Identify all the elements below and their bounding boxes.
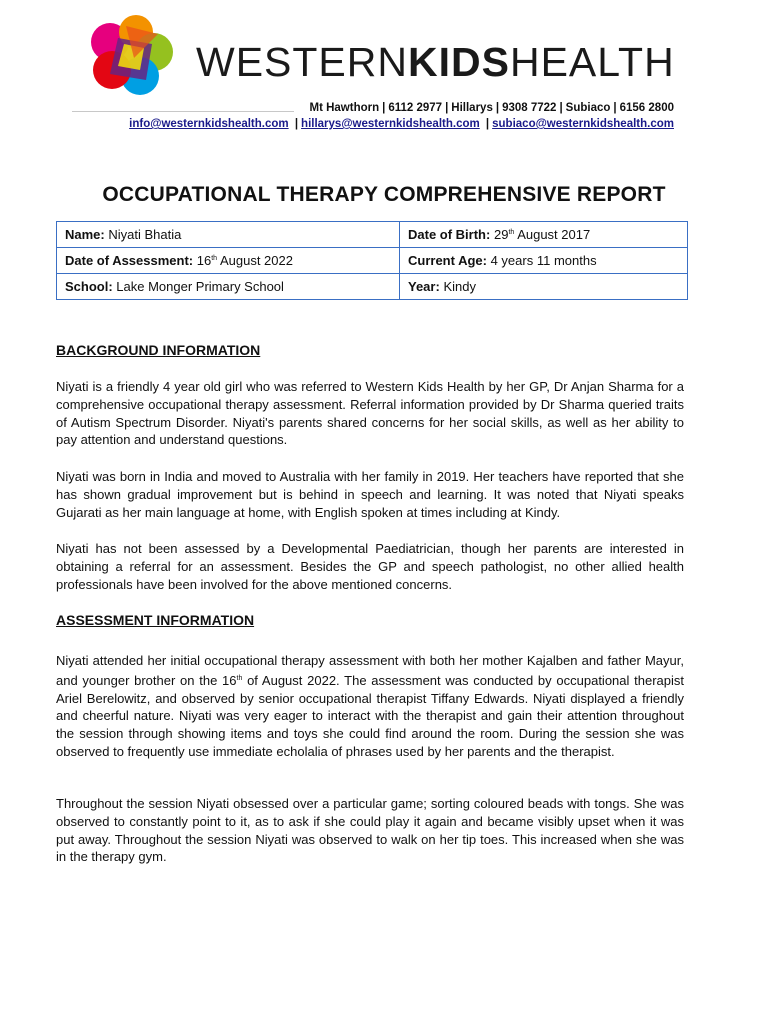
background-paragraph-2 [56,468,684,521]
brand-name: WESTERNKIDSHEALTH [196,39,675,85]
name-cell: Name: Niyati Bhatia [57,222,400,248]
paragraph-text: Niyati was born in India and moved to Australia with her family in 2019. Her teachers have reported that she has shown gradual improvement but is behind in speech and learning. It was noted that Niyati speaks Gujarati as her main language at home, with English spoken at times including at Kindy. [56,469,684,520]
paragraph-text: Niyati attended her initial occupational therapy assessment with both her mother Kajalben and father Mayur, and younger brother on the 16th of August 2022. The assessment was conducted by occupational therapist Ariel Berelowitz, and observed by senior occupational therapist Tiffany Edwards. Niyati displayed a friendly and cheerful nature. Niyati was very eager to interact with the therapist and gain their attention throughout the session through showing items and toys she could find around the room. During the session she was observed to frequently use immediate echolalia of phrases used by her parents and the therapist. [56,653,684,759]
background-heading: BACKGROUND INFORMATION [56,342,261,358]
table-row [57,222,688,248]
assessment-section [56,612,684,628]
background-section [56,342,684,358]
company-logo-icon [88,14,176,96]
paragraph-text: Niyati is a friendly 4 year old girl who was referred to Western Kids Health by her GP, Dr Anjan Sharma for a comprehensive occupational therapy assessment. Referral information provided by Dr Sharma queried traits of Autism Spectrum Disorder. Niyati's parents shared concerns for her social skills, as well as her ability to pay attention and understand questions. [56,379,684,448]
age-cell: Current Age: 4 years 11 months [400,248,688,274]
year-cell: Year: Kindy [400,274,688,300]
contact-emails: info@westernkidshealth.com | hillarys@westernkidshealth.com | subiaco@westernkidshealth.com [129,118,674,130]
header-divider [72,111,294,112]
table-row [57,274,688,300]
table-row [57,248,688,274]
email-link-hillarys[interactable]: hillarys@westernkidshealth.com [301,118,480,130]
paragraph-text: Throughout the session Niyati obsessed over a particular game; sorting coloured beads with tongs. She was observed to constantly point to it, as to ask if she could play it again and became visibly upset when it was put away. Throughout the session Niyati was observed to walk on her tip toes. This increased when she was in the therapy gym. [56,796,684,865]
assessment-paragraph-1 [56,652,684,761]
paragraph-text: Niyati has not been assessed by a Developmental Paediatrician, though her parents are interested in obtaining a referral for an assessment. Besides the GP and speech pathologist, no other allied health professionals have been involved for the above mentioned concerns. [56,541,684,592]
report-title: OCCUPATIONAL THERAPY COMPREHENSIVE REPORT [102,183,666,206]
dob-cell: Date of Birth: 29th August 2017 [400,222,688,248]
background-paragraph-1 [56,378,684,449]
assessment-heading: ASSESSMENT INFORMATION [56,612,255,628]
assessment-date-cell: Date of Assessment: 16th August 2022 [57,248,400,274]
school-cell: School: Lake Monger Primary School [57,274,400,300]
background-paragraph-3 [56,540,684,593]
email-link-info[interactable]: info@westernkidshealth.com [129,118,289,130]
assessment-paragraph-2 [56,795,684,866]
patient-details-table [56,221,688,300]
email-link-subiaco[interactable]: subiaco@westernkidshealth.com [492,118,674,130]
contact-phones: Mt Hawthorn | 6112 2977 | Hillarys | 9308 7722 | Subiaco | 6156 2800 [309,102,674,114]
